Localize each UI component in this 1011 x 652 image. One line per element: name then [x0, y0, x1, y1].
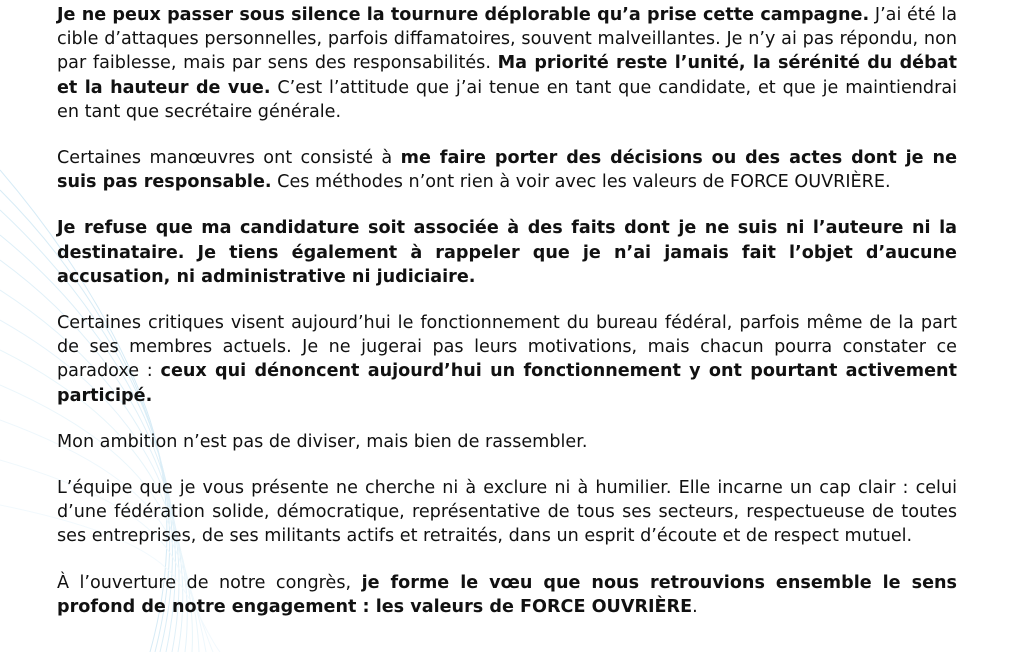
text-segment: Ces méthodes n’ont rien à voir avec les valeurs de FORCE OUVRIÈRE. — [271, 172, 891, 193]
text-segment: Certaines manœuvres ont consisté à — [57, 148, 401, 169]
text-segment: À l’ouverture de notre congrès, — [57, 572, 362, 593]
paragraph-criticism — [57, 311, 957, 408]
text-segment: L’équipe que je vous présente ne cherche ni à exclure ni à humilier. Elle incarne un cap clair : celui d’une fédération solide, démocratique, représentative de tous ses secteurs, respectueuse de toutes ses entreprises, de ses militants actifs et retraités, dans un esprit d’écoute et de respect mutuel. — [57, 478, 957, 547]
text-segment: Je refuse que ma candidature soit associée à des faits dont je ne suis ni l’auteure ni la destinataire. Je tiens également à rappeler que je n’ai jamais fait l’objet d’aucune accusation, ni administrative ni judiciaire. — [57, 218, 957, 287]
letter-body — [57, 3, 957, 641]
paragraph-team — [57, 476, 957, 549]
paragraph-ambition — [57, 430, 957, 454]
text-segment: Mon ambition n’est pas de diviser, mais bien de rassembler. — [57, 431, 588, 452]
text-segment: C’est l’attitude que j’ai tenue en tant que candidate, et que je maintiendrai en tant que secrétaire générale. — [57, 77, 957, 122]
text-segment: je forme le vœu que nous retrouvions ensemble le sens profond de notre engagement : les valeurs de FORCE OUVRIÈRE — [57, 572, 958, 617]
text-segment: Certaines critiques visent aujourd’hui le fonctionnement du bureau fédéral, parfois même de la part de ses membres actuels. Je ne jugerai pas leurs motivations, mais chacun pourra constater ce paradoxe : — [57, 313, 957, 382]
text-segment: me faire porter des décisions ou des actes dont je ne suis pas responsable. — [57, 148, 957, 193]
text-segment: Je ne peux passer sous silence la tournure déplorable qu’a prise cette campagne. — [57, 5, 870, 25]
text-segment: J’ai été la cible d’attaques personnelles, parfois diffamatoires, souvent malveillantes. Je n’y ai pas répondu, non par faiblesse, mais par sens des responsabilités. — [57, 5, 957, 74]
text-segment: Ma priorité reste l’unité, la sérénité du débat et la hauteur de vue. — [57, 53, 957, 98]
paragraph-refusal — [57, 216, 957, 289]
paragraph-campaign — [57, 3, 957, 124]
text-segment: ceux qui dénoncent aujourd’hui un fonctionnement y ont pourtant activement participé. — [57, 361, 957, 406]
paragraph-maneuvers — [57, 146, 957, 194]
paragraph-congress — [57, 571, 957, 619]
text-segment: . — [692, 596, 698, 617]
